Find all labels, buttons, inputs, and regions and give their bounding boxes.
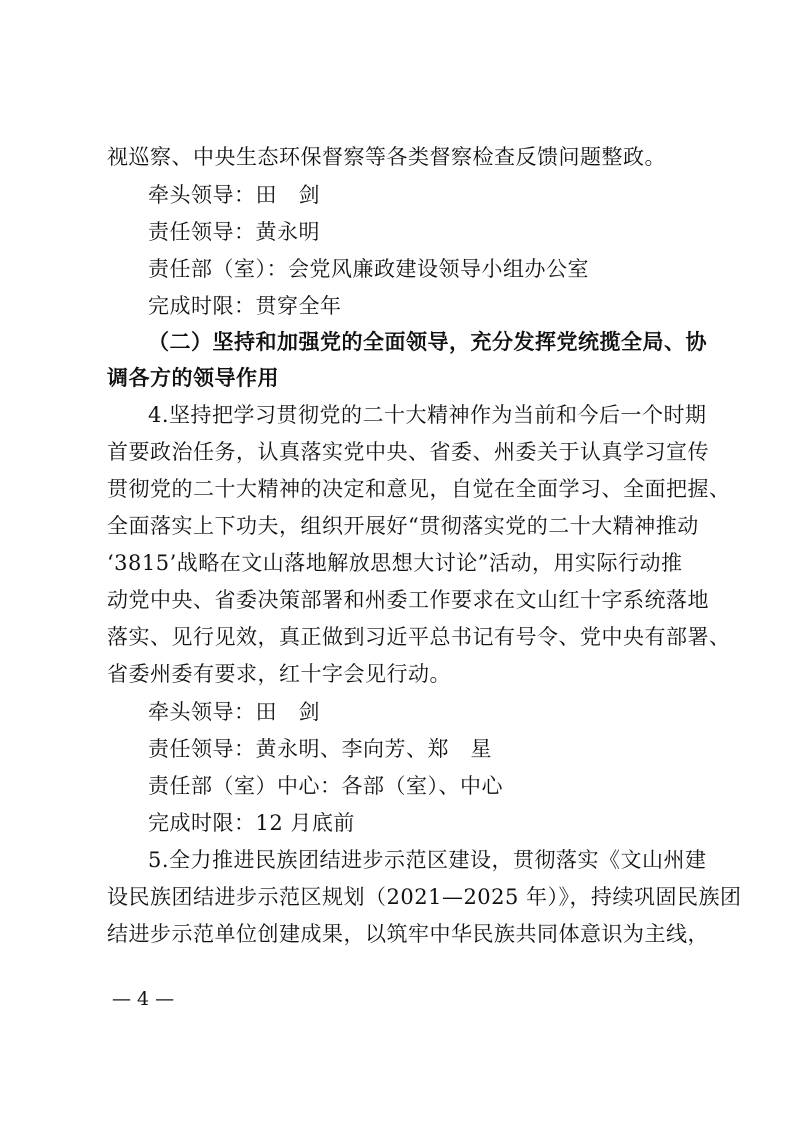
body-line: 完成时限：12 月底前 [148, 811, 355, 835]
body-line: 5.全力推进民族团结进步示范区建设，贯彻落实《文山州建 [148, 848, 707, 872]
body-line: 动党中央、省委决策部署和州委工作要求在文山红十字系统落地 [107, 588, 709, 612]
body-line: 设民族团结进步示范区规划（2021—2025 年）》，持续巩固民族团 [107, 885, 742, 909]
body-line: ‘3815’战略在文山落地解放思想大讨论”活动，用实际行动推 [107, 551, 683, 575]
body-line: 贯彻党的二十大精神的决定和意见，自觉在全面学习、全面把握、 [107, 477, 731, 501]
body-line: 完成时限：贯穿全年 [148, 294, 342, 318]
body-line: 落实、见行见效，真正做到习近平总书记有号令、党中央有部署、 [107, 625, 731, 649]
section-heading: （二）坚持和加强党的全面领导，充分发挥党统揽全局、协 [148, 329, 707, 354]
section-heading: 调各方的领导作用 [107, 365, 279, 390]
body-line: 牵头领导：田 剑 [148, 700, 320, 724]
body-line: 结进步示范单位创建成果，以筑牢中华民族共同体意识为主线， [107, 922, 709, 946]
body-line: 责任领导：黄永明 [148, 220, 320, 244]
body-line: 省委州委有要求，红十字会见行动。 [107, 662, 451, 686]
body-line: 首要政治任务，认真落实党中央、省委、州委关于认真学习宣传 [107, 440, 709, 464]
page-number: — 4 — [112, 988, 175, 1010]
body-line: 责任部（室）中心：各部（室）、中心 [148, 774, 503, 798]
body-line: 视巡察、中央生态环保督察等各类督察检查反馈问题整政。 [107, 145, 666, 169]
body-line: 全面落实上下功夫，组织开展好“贯彻落实党的二十大精神推动 [107, 514, 699, 538]
body-line: 责任领导：黄永明、李向芳、郑 星 [148, 737, 492, 761]
body-line: 牵头领导：田 剑 [148, 183, 320, 207]
body-line: 4.坚持把学习贯彻党的二十大精神作为当前和今后一个时期 [148, 403, 707, 427]
body-line: 责任部（室）：会党风廉政建设领导小组办公室 [148, 257, 589, 281]
